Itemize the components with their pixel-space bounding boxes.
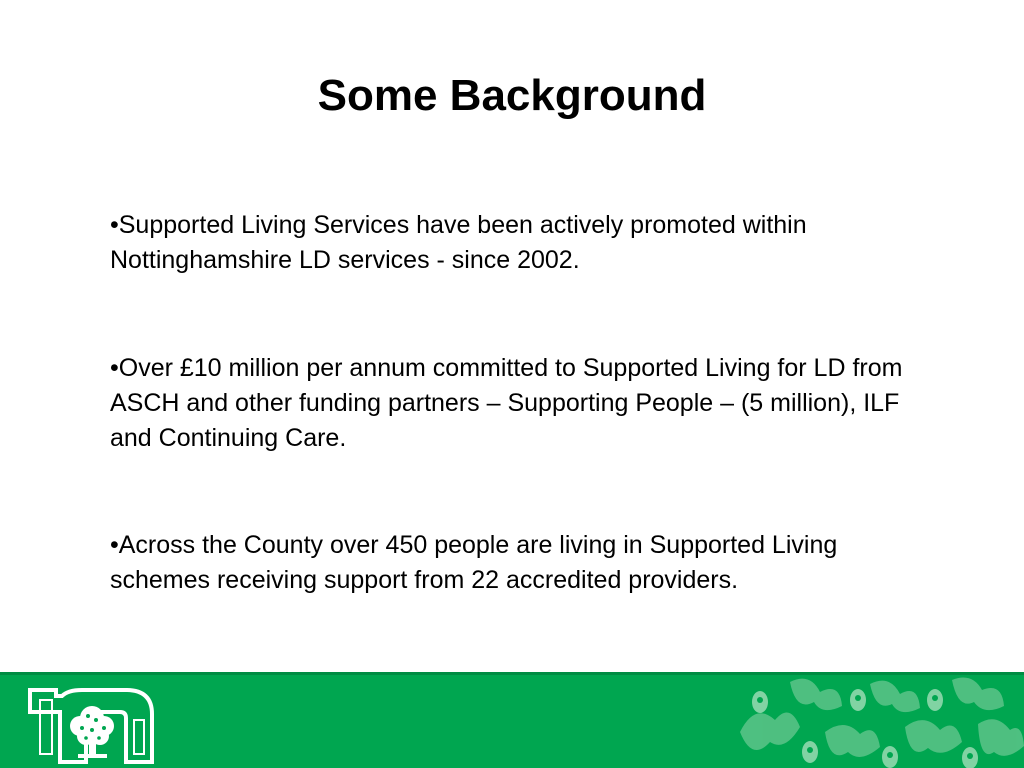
slide-title: Some Background: [317, 71, 707, 120]
bullet-item-3: •Across the County over 450 people are living in Supported Living schemes receiving support from 22 accredited providers.: [110, 531, 838, 594]
decorative-leaf-pattern-icon: [730, 672, 1024, 768]
nottinghamshire-oak-tree-logo-icon: [26, 684, 158, 768]
footer-band: [0, 672, 1024, 768]
bullet-list: [110, 208, 920, 598]
bullet-item-1: •Supported Living Services have been actively promoted within Nottinghamshire LD services - since 2002.: [110, 211, 807, 274]
bullet-item-2: •Over £10 million per annum committed to Supported Living for LD from ASCH and other funding partners – Supporting People – (5 million), ILF and Continuing Care.: [110, 354, 903, 452]
